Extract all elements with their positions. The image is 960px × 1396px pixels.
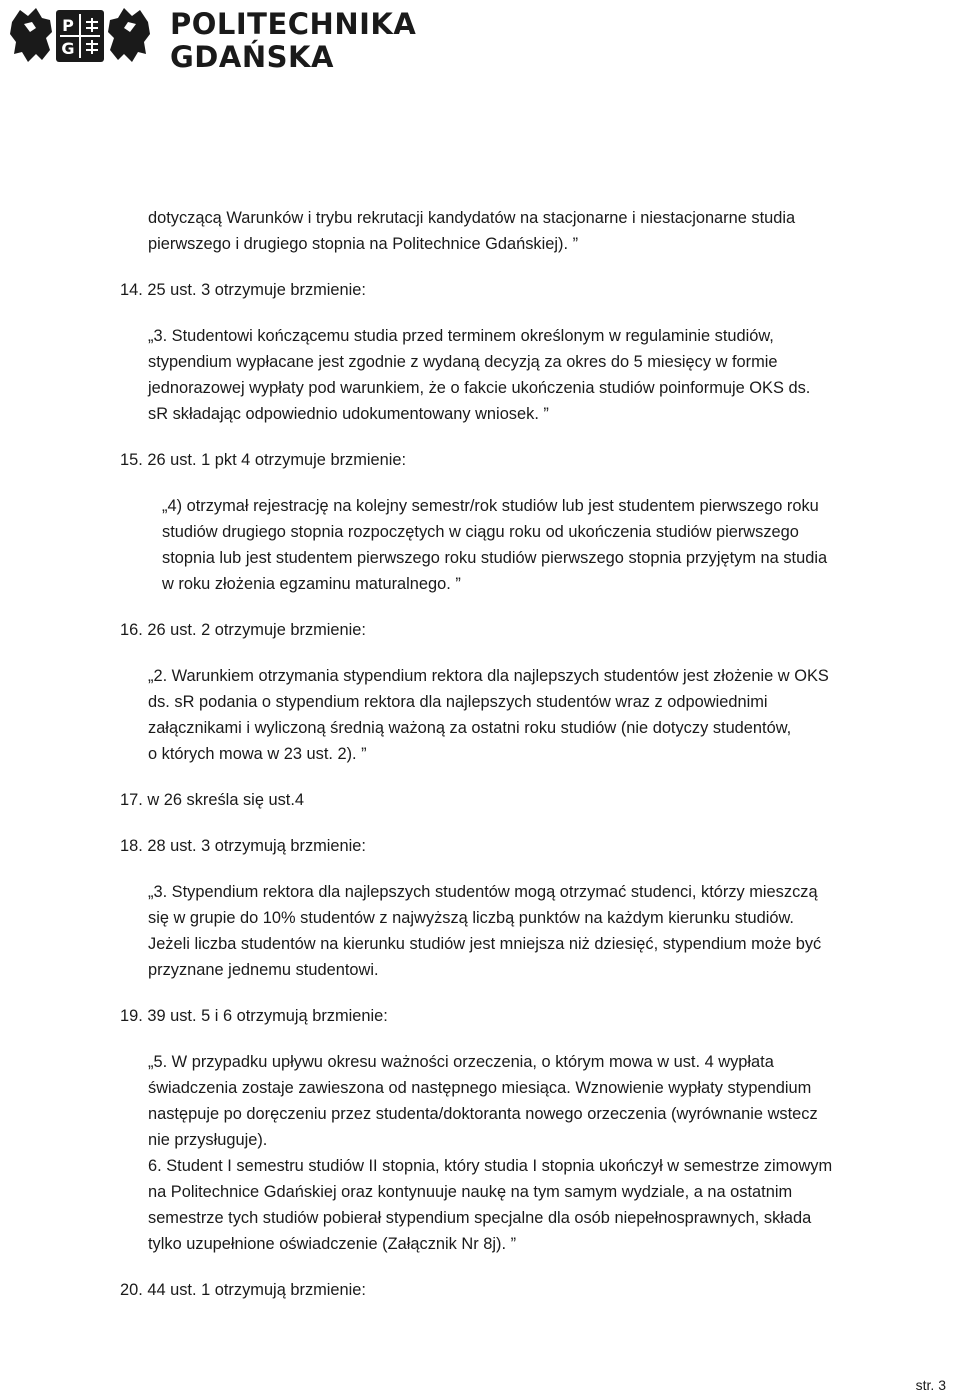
text-line: 18. 28 ust. 3 otrzymują brzmienie: bbox=[120, 837, 366, 855]
item-18-heading bbox=[0, 833, 960, 859]
text-line: na Politechnice Gdańskiej oraz kontynuuje naukę na tym samym wydziale, a na ostatnim bbox=[148, 1183, 793, 1201]
emblem-letter-p: P bbox=[62, 16, 74, 35]
text-line: przyznane jednemu studentowi. bbox=[148, 961, 379, 979]
emblem-letter-g: G bbox=[61, 39, 75, 58]
text-line: stypendium wypłacane jest zgodnie z wydaną decyzją za okres do 5 miesięcy w formie bbox=[148, 353, 778, 371]
text-line: 16. 26 ust. 2 otrzymuje brzmienie: bbox=[120, 621, 366, 639]
text-line: nie przysługuje). bbox=[148, 1131, 268, 1149]
item-18-text bbox=[0, 879, 960, 983]
text-line: „3. Stypendium rektora dla najlepszych studentów mogą otrzymać studenci, którzy mieszczą bbox=[148, 883, 818, 901]
item-16-text bbox=[0, 663, 960, 767]
text-line: dotyczącą Warunków i trybu rekrutacji kandydatów na stacjonarne i niestacjonarne studia bbox=[148, 209, 796, 227]
text-line: stopnia lub jest studentem pierwszego roku studiów pierwszego stopnia przyjętym na studia bbox=[162, 549, 828, 567]
text-line: semestrze tych studiów pobierał stypendium specjalne dla osób niepełnosprawnych, składa bbox=[148, 1209, 812, 1227]
item-16-heading bbox=[0, 617, 960, 643]
text-line: o których mowa w 23 ust. 2). ” bbox=[148, 745, 367, 763]
item-19-text bbox=[0, 1049, 960, 1257]
text-line: 14. 25 ust. 3 otrzymuje brzmienie: bbox=[120, 281, 366, 299]
text-line: następuje po doręczeniu przez studenta/doktoranta nowego orzeczenia (wyrównanie wstecz bbox=[148, 1105, 818, 1123]
emblem-icon bbox=[6, 4, 154, 70]
document-body bbox=[0, 205, 960, 1303]
text-line: sR składając odpowiednio udokumentowany wniosek. ” bbox=[148, 405, 549, 423]
text-line: „3. Studentowi kończącemu studia przed terminem określonym w regulaminie studiów, bbox=[148, 327, 774, 345]
text-line: studiów drugiego stopnia rozpoczętych w ciągu roku od ukończenia studiów pierwszego bbox=[162, 523, 799, 541]
item-17-heading bbox=[0, 787, 960, 813]
text-line: 15. 26 ust. 1 pkt 4 otrzymuje brzmienie: bbox=[120, 451, 407, 469]
text-line: w roku złożenia egzaminu maturalnego. ” bbox=[162, 575, 461, 593]
item-20-heading bbox=[0, 1277, 960, 1303]
text-line: załącznikami i wyliczoną średnią ważoną za ostatni roku studiów (nie dotyczy studentów, bbox=[148, 719, 792, 737]
text-line: 17. w 26 skreśla się ust.4 bbox=[120, 791, 305, 809]
text-line: 6. Student I semestru studiów II stopnia, który studia I stopnia ukończył w semestrze zimowym bbox=[148, 1157, 833, 1175]
text-line: pierwszego i drugiego stopnia na Politechnice Gdańskiej). ” bbox=[148, 235, 579, 253]
text-line: 19. 39 ust. 5 i 6 otrzymują brzmienie: bbox=[120, 1007, 388, 1025]
text-line: jednorazowej wypłaty pod warunkiem, że o fakcie ukończenia studiów poinformuje OKS ds. bbox=[148, 379, 811, 397]
text-line: „4) otrzymał rejestrację na kolejny semestr/rok studiów lub jest studentem pierwszego roku bbox=[162, 497, 819, 515]
item-15-heading bbox=[0, 447, 960, 473]
logo-line2: GDAŃSKA bbox=[170, 40, 334, 74]
text-line: tylko uzupełnione oświadczenie (Załącznik Nr 8j). ” bbox=[148, 1235, 517, 1253]
item-14-text bbox=[0, 323, 960, 427]
item-15-text bbox=[0, 493, 960, 597]
text-line: ds. sR podania o stypendium rektora dla najlepszych studentów wraz z odpowiednimi bbox=[148, 693, 768, 711]
logo-line1: POLITECHNIKA bbox=[170, 7, 417, 41]
text-line: świadczenia zostaje zawieszona od następnego miesiąca. Wznowienie wypłaty stypendium bbox=[148, 1079, 812, 1097]
paragraph-intro-continuation bbox=[0, 205, 960, 257]
item-14-heading bbox=[0, 277, 960, 303]
item-19-heading bbox=[0, 1003, 960, 1029]
text-line: Jeżeli liczba studentów na kierunku studiów jest mniejsza niż dziesięć, stypendium może być bbox=[148, 935, 822, 953]
page-number: str. 3 bbox=[915, 1377, 946, 1393]
text-line: „2. Warunkiem otrzymania stypendium rektora dla najlepszych studentów jest złożenie w OKS bbox=[148, 667, 829, 685]
logo-wordmark bbox=[170, 8, 416, 74]
text-line: 20. 44 ust. 1 otrzymują brzmienie: bbox=[120, 1281, 366, 1299]
text-line: się w grupie do 10% studentów z najwyższą liczbą punktów na każdym kierunku studiów. bbox=[148, 909, 794, 927]
university-logo bbox=[6, 4, 416, 74]
text-line: „5. W przypadku upływu okresu ważności orzeczenia, o którym mowa w ust. 4 wypłata bbox=[148, 1053, 774, 1071]
